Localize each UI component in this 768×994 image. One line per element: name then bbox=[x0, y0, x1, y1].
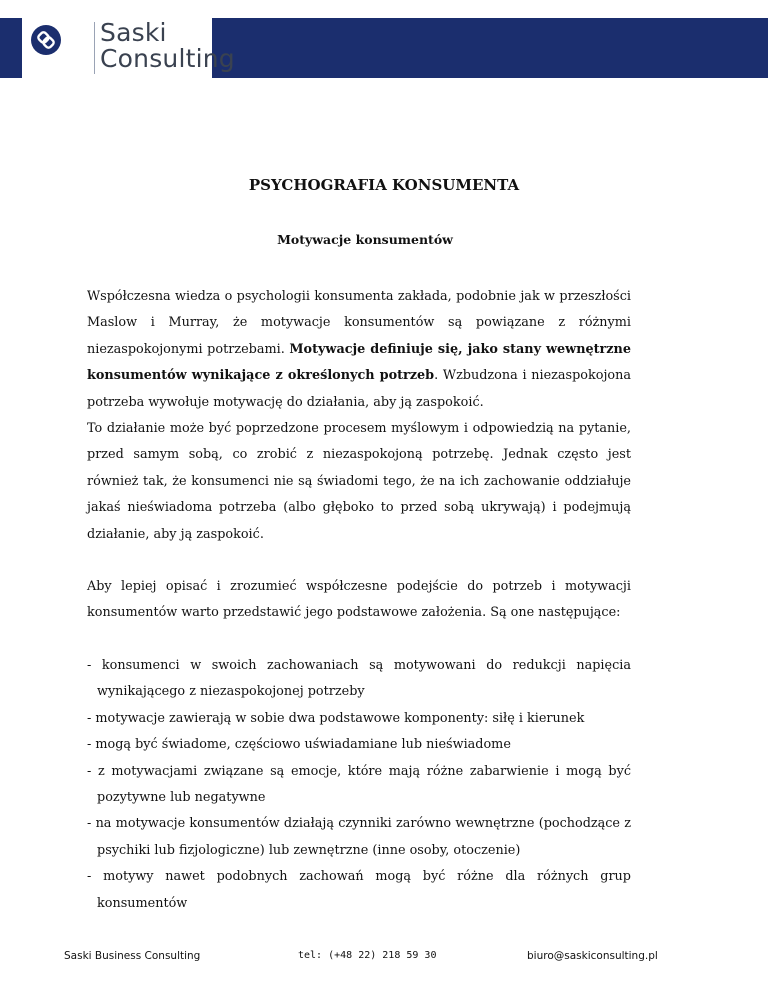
paragraph-1-text-b: . Wzbudzona i niezaspokojona potrzeba wywołuje motywację do działania, aby ją zaspokoić. bbox=[87, 368, 631, 410]
paragraph-1 bbox=[87, 284, 631, 416]
logo-mark-icon bbox=[30, 24, 62, 56]
logo bbox=[28, 18, 235, 76]
header-band-left bbox=[0, 18, 22, 78]
logo-line-1: Saski bbox=[100, 18, 167, 47]
document-title: PSYCHOGRAFIA KONSUMENTA bbox=[248, 176, 520, 194]
document-subtitle: Motywacje konsumentów bbox=[277, 232, 453, 247]
paragraph-1-text-a: Współczesna wiedza o psychologii konsumenta zakłada, podobnie jak w przeszłości Maslow i Murray, że motywacje konsumentów są powiązane z różnymi niezaspokojonymi potrzebami. bbox=[87, 289, 631, 357]
footer-phone: tel: (+48 22) 218 59 30 bbox=[298, 950, 437, 961]
logo-text bbox=[100, 20, 235, 72]
paragraph-3: Aby lepiej opisać i zrozumieć współczesne podejście do potrzeb i motywacji konsumentów warto przedstawić jego podstawowe założenia. Są one następujące: bbox=[87, 579, 631, 621]
list-item: - mogą być świadome, częściowo uświadamiane lub nieświadome bbox=[87, 737, 511, 753]
list-item: - na motywacje konsumentów działają czynniki zarówno wewnętrzne (pochodzące z psychiki lub fizjologiczne) lub zewnętrzne (inne osoby, otoczenie) bbox=[87, 816, 631, 858]
document-body bbox=[87, 284, 631, 917]
list-item: - motywacje zawierają w sobie dwa podstawowe komponenty: siłę i kierunek bbox=[87, 710, 585, 726]
footer-company: Saski Business Consulting bbox=[64, 950, 201, 962]
footer-email: biuro@saskiconsulting.pl bbox=[527, 950, 658, 962]
list-item: - konsumenci w swoich zachowaniach są motywowani do redukcji napięcia wynikającego z niezaspokojonej potrzeby bbox=[87, 657, 631, 700]
bullet-list bbox=[87, 653, 631, 917]
paragraph-2: To działanie może być poprzedzone procesem myślowym i odpowiedzią na pytanie, przed samym sobą, co zrobić z niezaspokojoną potrzebę. Jednak często jest również tak, że konsumenci nie są świadomi tego, że na ich zachowanie oddziałuje jakaś nieświadoma potrzeba (albo głęboko to przed sobą ukrywają) i podejmują działanie, aby ją zaspokoić. bbox=[87, 421, 631, 542]
paragraph-1-bold: Motywacje definiuje się, jako stany wewnętrzne konsumentów wynikające z określonych potrzeb bbox=[87, 341, 632, 384]
logo-line-2: Consulting bbox=[100, 44, 235, 73]
header-band-right bbox=[212, 18, 768, 78]
logo-divider bbox=[94, 22, 95, 74]
list-item: - z motywacjami związane są emocje, które mają różne zabarwienie i mogą być pozytywne lub negatywne bbox=[87, 763, 631, 805]
list-item: - motywy nawet podobnych zachowań mogą być różne dla różnych grup konsumentów bbox=[87, 869, 631, 911]
